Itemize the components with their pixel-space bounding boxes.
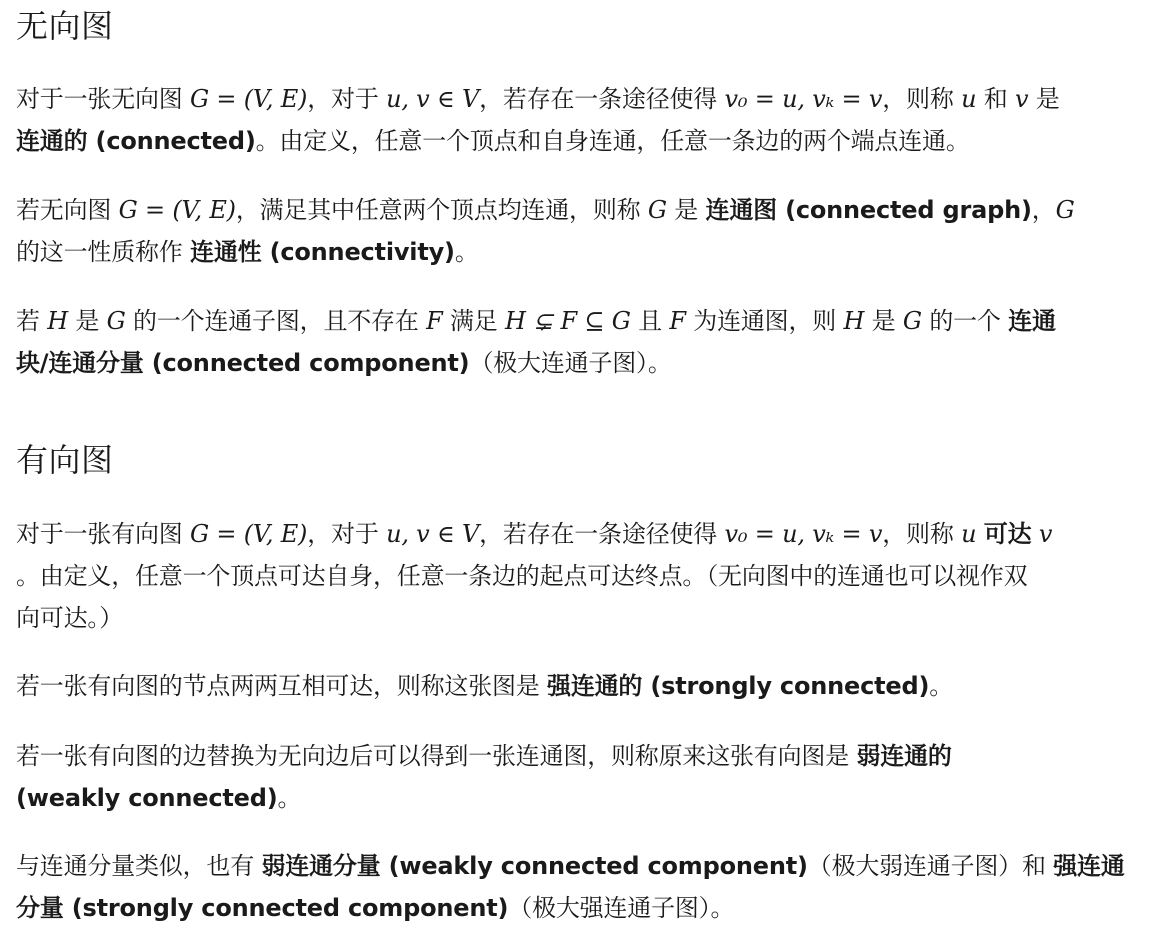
undirected-component-definition [16, 300, 1156, 384]
directed-weakly-connected-definition [16, 735, 1156, 819]
term-connected-component-part1: 连通 [1008, 307, 1056, 335]
directed-strongly-connected-definition [16, 665, 1156, 707]
math-graph: G = (V, E) [118, 196, 236, 224]
term-strongly-connected-component-part2: 分量 (strongly connected component) [16, 894, 509, 922]
term-strongly-connected: 强连通的 (strongly connected) [547, 672, 930, 700]
math-v: v [1038, 520, 1053, 548]
math-walk: v₀ = u, vₖ = v [724, 520, 883, 548]
math-g: G [1055, 196, 1075, 224]
text: 是 [666, 196, 706, 224]
text: ，满足其中任意两个顶点均连通，则称 [235, 196, 648, 224]
text: 对于一张有向图 [16, 520, 191, 548]
math-vertices: u, v ∈ V [386, 520, 480, 548]
text: ，对于 [307, 85, 387, 113]
math-graph: G = (V, E) [190, 85, 308, 113]
text: 若一张有向图的节点两两互相可达，则称这张图是 [16, 672, 548, 700]
text: ，若存在一条途径使得 [479, 520, 725, 548]
term-reachable: 可达 [983, 520, 1032, 548]
directed-reachable-definition [16, 513, 1156, 639]
math-u: u [961, 85, 977, 113]
term-weakly-connected-part2: (weakly connected) [16, 784, 278, 812]
term-connectivity: 连通性 (connectivity) [190, 238, 455, 266]
text: 的这一性质称作 [16, 238, 191, 266]
text: 。 [277, 784, 302, 812]
text: 对于一张无向图 [16, 85, 191, 113]
text: ，对于 [307, 520, 387, 548]
text: 是 [864, 307, 903, 335]
text: 若 [16, 307, 48, 335]
text: 是 [67, 307, 107, 335]
text: （极大连通子图）。 [469, 349, 672, 377]
math-graph: G = (V, E) [190, 520, 308, 548]
directed-heading: 有向图 [16, 441, 114, 479]
math-walk: v₀ = u, vₖ = v [724, 85, 883, 113]
math-u: u [961, 520, 977, 548]
undirected-connected-graph-definition [16, 189, 1156, 273]
text: 的一个 [921, 307, 1009, 335]
text: 是 [1028, 85, 1060, 113]
undirected-heading: 无向图 [16, 7, 114, 45]
text: 和 [976, 85, 1016, 113]
text: 。由定义，任意一个顶点和自身连通，任意一条边的两个端点连通。 [255, 127, 970, 155]
text: 若无向图 [16, 196, 119, 224]
text: ，若存在一条途径使得 [479, 85, 725, 113]
text: （极大弱连通子图）和 [807, 852, 1054, 880]
math-v: v [1015, 85, 1029, 113]
directed-components-definition [16, 845, 1156, 929]
text: 。 [929, 672, 954, 700]
math-g: G [647, 196, 667, 224]
undirected-connected-definition [16, 78, 1156, 162]
term-weakly-connected-component: 弱连通分量 (weakly connected component) [261, 852, 808, 880]
text: 。由定义，任意一个顶点可达自身，任意一条边的起点可达终点。（无向图中的连通也可以视作双 [16, 562, 1028, 590]
text: ， [1031, 196, 1056, 224]
math-h: H [47, 307, 68, 335]
text: ，则称 [882, 520, 962, 548]
text: 为连通图，则 [685, 307, 844, 335]
text: 且 [630, 307, 670, 335]
text: ，则称 [882, 85, 962, 113]
text: 若一张有向图的边替换为无向边后可以得到一张连通图，则称原来这张有向图是 [16, 742, 857, 770]
text: 向可达。） [16, 604, 123, 632]
math-h: H [843, 307, 865, 335]
math-f: F [669, 307, 686, 335]
math-g: G [106, 307, 126, 335]
term-connected: 连通的 (connected) [16, 127, 256, 155]
term-connected-component-part2: 块/连通分量 (connected component) [16, 349, 470, 377]
term-strongly-connected-component-part1: 强连通 [1053, 852, 1125, 880]
text: （极大强连通子图）。 [508, 894, 735, 922]
math-f: F [426, 307, 443, 335]
text: 。 [454, 238, 479, 266]
text: 满足 [442, 307, 506, 335]
text: 与连通分量类似，也有 [16, 852, 262, 880]
text: 的一个连通子图，且不存在 [125, 307, 427, 335]
math-vertices: u, v ∈ V [386, 85, 480, 113]
math-subset: H ⊊ F ⊆ G [505, 307, 631, 335]
term-connected-graph: 连通图 (connected graph) [705, 196, 1032, 224]
term-weakly-connected-part1: 弱连通的 [856, 742, 952, 770]
math-g: G [902, 307, 922, 335]
